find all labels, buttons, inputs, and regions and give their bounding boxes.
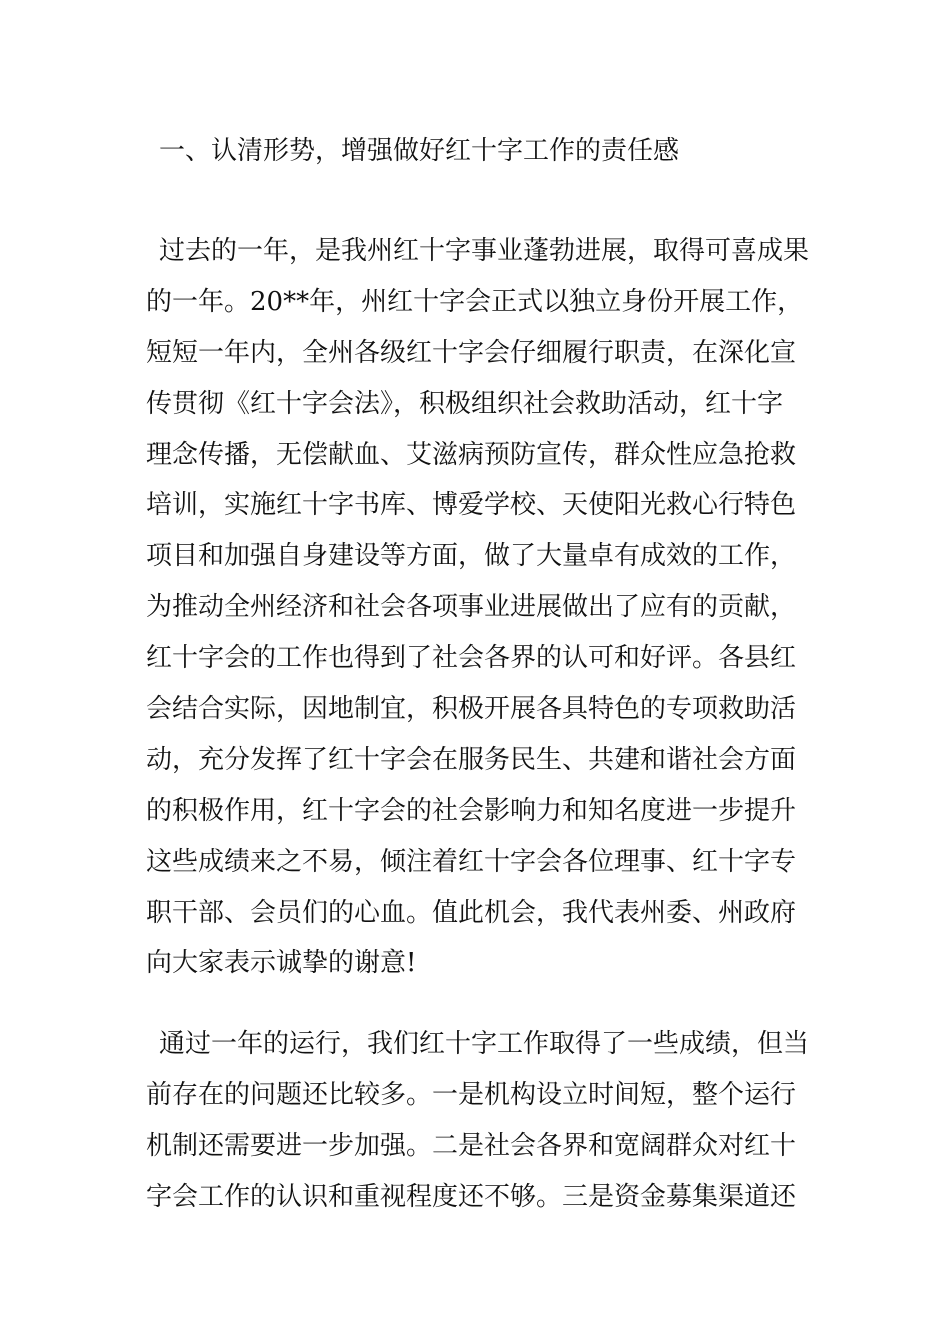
paragraph-line: 字会工作的认识和重视程度还不够。三是资金募集渠道还: [146, 1181, 797, 1212]
paragraph-line: 职干部、会员们的心血。值此机会，我代表州委、州政府: [146, 897, 797, 928]
paragraph-line: 为推动全州经济和社会各项事业进展做出了应有的贡献，: [146, 592, 797, 623]
paragraph-line: 这些成绩来之不易，倾注着红十字会各位理事、红十字专: [146, 846, 797, 877]
paragraph-line: 会结合实际，因地制宜，积极开展各具特色的专项救助活: [146, 694, 797, 725]
paragraph-line: 过去的一年，是我州红十字事业蓬勃进展，取得可喜成果: [159, 236, 810, 266]
paragraph-1: [146, 226, 826, 989]
paragraph-line: 红十字会的工作也得到了社会各界的认可和好评。各县红: [146, 643, 797, 674]
paragraph-line: 向大家表示诚挚的谢意!: [146, 948, 417, 979]
paragraph-line: 的积极作用，红十字会的社会影响力和知名度进一步提升: [146, 795, 797, 826]
paragraph-line: 短短一年内，全州各级红十字会仔细履行职责，在深化宣: [146, 337, 797, 368]
paragraph-line: 培训，实施红十字书库、博爱学校、天使阳光救心行特色: [146, 490, 797, 521]
paragraph-line: 动，充分发挥了红十字会在服务民生、共建和谐社会方面: [146, 744, 797, 775]
paragraph-line: 项目和加强自身建设等方面，做了大量卓有成效的工作，: [146, 541, 797, 572]
paragraph-line: 通过一年的运行，我们红十字工作取得了一些成绩，但当: [159, 1029, 810, 1059]
paragraph-line: 理念传播，无偿献血、艾滋病预防宣传，群众性应急抢救: [146, 439, 797, 470]
paragraph-line: 传贯彻《红十字会法》，积极组织社会救助活动，红十字: [146, 388, 784, 419]
paragraph-2: [146, 1019, 826, 1223]
section-heading: 一、认清形势，增强做好红十字工作的责任感: [159, 136, 680, 166]
paragraph-line: 前存在的问题还比较多。一是机构设立时间短，整个运行: [146, 1079, 797, 1110]
paragraph-line: 机制还需要进一步加强。二是社会各界和宽阔群众对红十: [146, 1130, 797, 1161]
paragraph-line: 的一年。20**年，州红十字会正式以独立身份开展工作，: [146, 286, 804, 317]
